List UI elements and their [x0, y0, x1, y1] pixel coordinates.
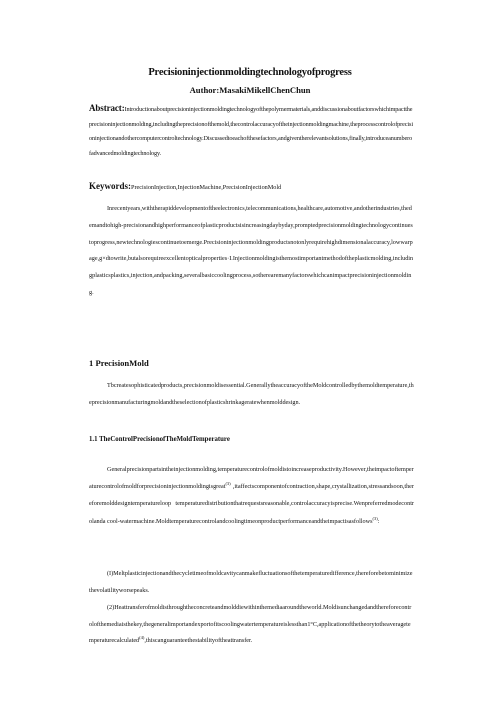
- section-heading-precision-mold: 1 PrecisionMold: [89, 358, 149, 368]
- citation-ref: (4): [139, 634, 145, 640]
- paragraph-text: (2)Heattransferofmoldisthroughtheconcreteandmolddiewithinthemediaaroundtheworld.Moldisunchangedandthereforecontrolofthemediaisthekey,thegeneralimportandexportofitscoolingwatertemperatureislessthan1°C,applicationofthetheorytotheaveragetemperaturecalculated: [89, 604, 412, 644]
- citation-ref: (3): [225, 481, 231, 487]
- abstract-label: Abstract:: [89, 103, 125, 113]
- citation-ref: (3): [372, 515, 378, 521]
- paragraph-text: Generalprecisionpartsintheinjectionmolding,temperaturecontrolofmoldistoincreaseproductivity.However,theimpactoftemperaturecontrolofmoldforprecisioninjectionmoldingisgreat: [89, 466, 414, 491]
- paragraph-text: ,thiscanguaranteethestabilityoftheattransfer.: [144, 637, 253, 644]
- author-line: Author:MasakiMikellChenChun: [189, 85, 311, 95]
- abstract-text: Introductionaboutprecisioninjectionmoldingtechnologyofthepolymermaterials,anddiscussionaboutfactorswhichimpacttheprecisioninjectionmolding,includingtheprecisionofthemold,thecontrolaccuracyoftheinjectionmoldingmachine,theprocesscontrolofprecisioninjectionandothercomputercontroltechnology.Discussedtoeachofthesefactors,andgiventherelevantsolutions,finally,introduceanumberofadvancedmoldingtechnology.: [89, 106, 413, 158]
- keywords-text: PrecisionInjection,InjectionMachine,PrecisionInjectionMold: [131, 184, 282, 191]
- keywords-label: Keywords:: [89, 181, 131, 191]
- intro-paragraph: Inrecentyears,withtherapiddevelopmentoftheelectronics,telecommunications,healthcare,automotive,andotherindustries,thedemandtohigh-precisionandhighperformanceofplasticproductsisincreasingdaybyday,promptedprecisionmoldingtechnologycontinuestoprogress,newtechnologiescontinuetoemerge.Precisioninjectionmoldingproductsnotonlyrequirehighdimensionalaccuracy,lowwarpage,g×dtowrite,butalsorequireexcellentopticalproperties·I.Injectionmoldingisthemostimportantmethodoftheplasticmolding,includingplasticsplastics,injection,andpacking,severalbasiccoolingprocess,sotherearemanyfactorswhichcanimpactprecisioninjectionmolding.: [89, 205, 414, 296]
- list-item-paragraph-1: (I)Meltplasticinjectionandthecycletimeofmoldcavitycanmakefluctuationsofthetemperaturedifference,thereforebetominimizethevolatilityworsepeaks.: [89, 570, 413, 594]
- keywords: [89, 180, 414, 194]
- list-item-paragraph-2: [89, 600, 414, 650]
- mold-temperature-paragraph: [89, 461, 414, 530]
- abstract: [89, 101, 414, 162]
- subsection-heading-mold-temperature: 1.1 TheControlPrecisionofTheMoldTemperature: [89, 436, 230, 443]
- paper-title: Precisioninjectionmoldingtechnologyofprogress: [148, 67, 352, 78]
- section1-paragraph: Tbcreatesophisticatedproducts,precisionmoldisessential.GenerallytheaccuracyoftheMoldcontrolledbythemoldtemperature,theprecisionmanufacturingmoldandtheselectionofplasticshrinkageratewhenmolddesign.: [89, 382, 414, 406]
- paragraph-text: ,itaffectscomponentofcontraction,shape,crystallization,stressandsoon,thereforemolddesigntemperatureloop temperaturedistributionthatrequestsreasonable,controlaccuracyisprecise.Wenpreferredmodecontrolanda cool-watermachine.Moldtemperaturecontrolandcoolingtimeonproductperformanceandtheimpactisasfollows: [89, 483, 414, 525]
- paragraph-text: :: [377, 517, 380, 525]
